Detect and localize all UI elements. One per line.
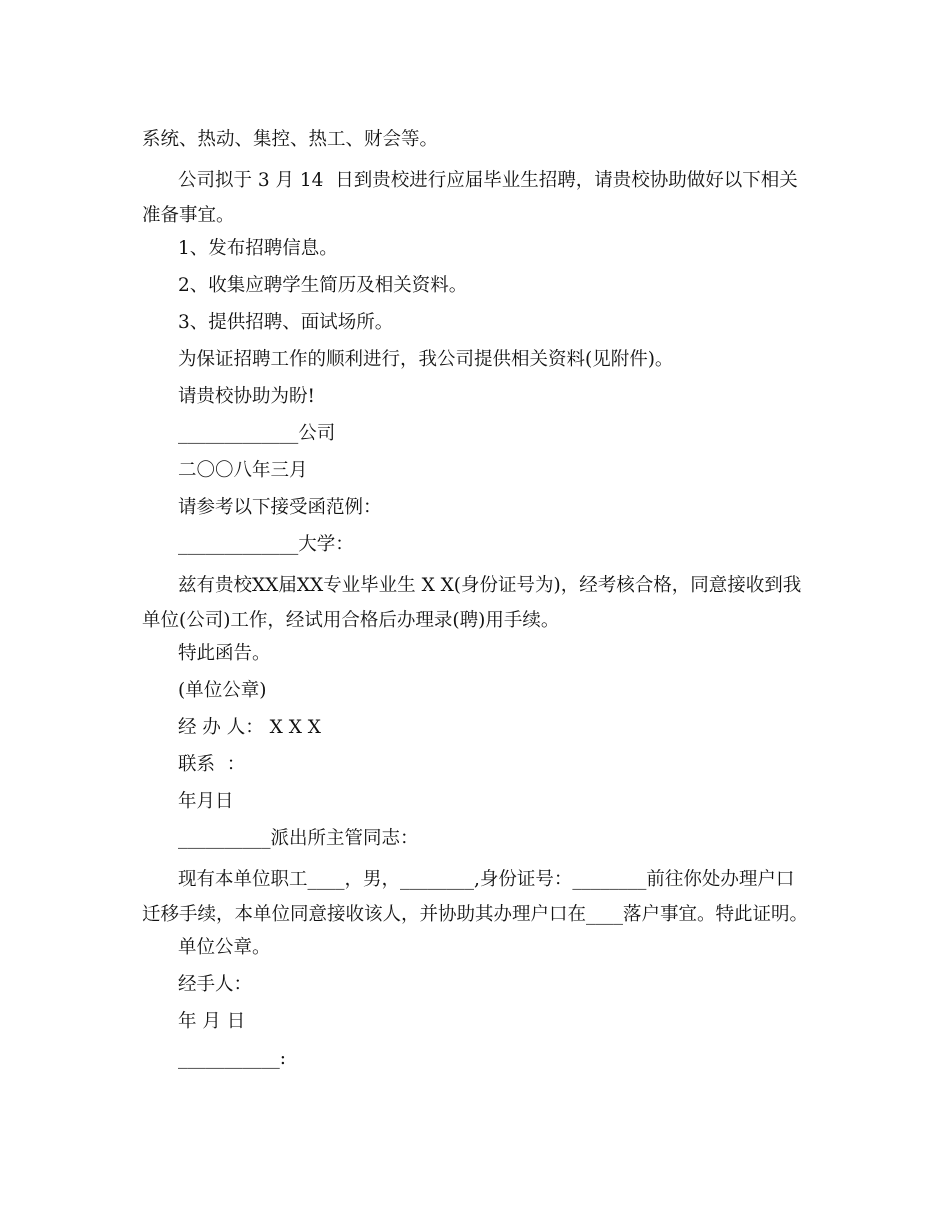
paragraph-acceptance: 兹有贵校XX届XX专业毕业生 X X(身份证号为)，经考核合格，同意接收到我单位(公司)工作，经试用合格后办理录(聘)用手续。: [142, 575, 802, 631]
sample-intro: 请参考以下接受函范例：: [178, 497, 382, 518]
date-line: 年月日: [178, 791, 234, 812]
handler-signature-line: 经手人：: [178, 974, 253, 995]
paragraph-notice: 特此函告。: [178, 643, 271, 664]
university-salutation: _____________大学：: [178, 534, 354, 555]
list-item-provide-venue: 3、提供招聘、面试场所。: [178, 312, 394, 333]
paragraph-closing-request: 请贵校协助为盼!: [178, 386, 315, 407]
blank-salutation-line: ___________:: [178, 1048, 286, 1069]
official-seal-note: (单位公章): [178, 680, 267, 701]
document-body: [142, 126, 812, 1082]
list-item-publish-info: 1、发布招聘信息。: [178, 238, 338, 259]
paragraph-majors: 系统、热动、集控、热工、财会等。: [142, 129, 439, 150]
unit-seal-line: 单位公章。: [178, 937, 271, 958]
date-fields-line: 年 月 日: [178, 1011, 246, 1032]
list-item-collect-resumes: 2、收集应聘学生简历及相关资料。: [178, 275, 468, 296]
paragraph-recruitment-plan: 公司拟于 3 月 14 日到贵校进行应届毕业生招聘，请贵校协助做好以下相关准备事宜。: [142, 170, 798, 226]
handler-line: 经 办 人： X X X: [178, 717, 321, 738]
paragraph-attachment-note: 为保证招聘工作的顺利进行，我公司提供相关资料(见附件)。: [178, 349, 674, 370]
letter-date: 二〇〇八年三月: [178, 460, 308, 481]
police-station-salutation: __________派出所主管同志：: [178, 828, 419, 849]
company-signature-line: _____________公司: [178, 423, 336, 444]
contact-line: 联系 ：: [178, 754, 246, 775]
paragraph-household-transfer: 现有本单位职工____，男，________,身份证号：________前往你处办理户口迁移手续，本单位同意接收该人，并协助其办理户口在____落户事宜。特此证明。: [142, 869, 809, 925]
